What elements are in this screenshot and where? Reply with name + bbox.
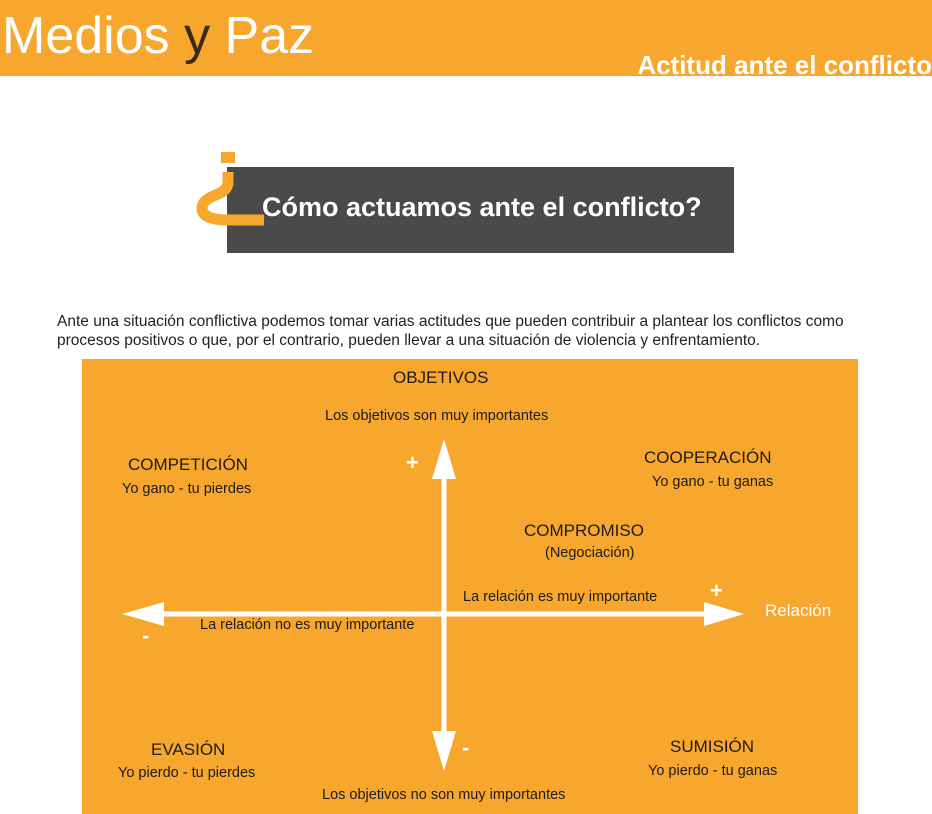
- quadrant-evasion-title: EVASIÓN: [151, 740, 226, 759]
- x-plus-sign: +: [710, 578, 723, 603]
- intro-paragraph: Ante una situación conflictiva podemos tomar varias actitudes que pueden contribuir a plantear los conflictos como procesos positivos o que, por el contrario, pueden llevar a una situación de violencia y enfrentamiento.: [57, 313, 844, 349]
- quadrant-evasion-subtitle: Yo pierdo - tu pierdes: [118, 765, 256, 781]
- x-axis-right-label: La relación es muy importante: [463, 589, 658, 605]
- arrow-up-head: [432, 439, 456, 479]
- brand-part-y: y: [184, 7, 211, 65]
- brand-part-paz: Paz: [210, 7, 315, 65]
- header-bar: [0, 0, 932, 80]
- quadrant-cooperacion-title: COOPERACIÓN: [644, 448, 772, 467]
- quadrant-competicion-title: COMPETICIÓN: [128, 455, 248, 474]
- quadrant-compromiso-subtitle: (Negociación): [545, 545, 635, 561]
- x-axis-title: Relación: [765, 601, 832, 620]
- y-axis-bottom-label: Los objetivos no son muy importantes: [322, 787, 566, 803]
- quadrant-cooperacion-subtitle: Yo gano - tu ganas: [652, 474, 774, 490]
- x-minus-sign: -: [142, 623, 150, 648]
- question-text: Cómo actuamos ante el conflicto?: [262, 192, 702, 222]
- y-plus-sign: +: [406, 450, 419, 475]
- brand-part-medios: Medios: [2, 7, 185, 65]
- page-subtitle: Actitud ante el conflicto: [637, 50, 932, 80]
- quadrant-sumision-title: SUMISIÓN: [670, 737, 755, 756]
- y-axis-top-label: Los objetivos son muy importantes: [325, 408, 549, 424]
- brand-title: [2, 6, 314, 66]
- quadrant-competicion-subtitle: Yo gano - tu pierdes: [122, 481, 252, 497]
- quadrant-sumision-subtitle: Yo pierdo - tu ganas: [648, 763, 778, 779]
- y-minus-sign: -: [462, 735, 470, 760]
- inverted-question-mark-icon: [190, 150, 270, 230]
- y-axis-title: OBJETIVOS: [393, 368, 489, 387]
- arrow-right-head: [704, 602, 744, 626]
- quadrant-compromiso-title: COMPROMISO: [524, 521, 644, 540]
- x-axis-left-label: La relación no es muy importante: [200, 617, 415, 633]
- arrow-down-head: [432, 731, 456, 771]
